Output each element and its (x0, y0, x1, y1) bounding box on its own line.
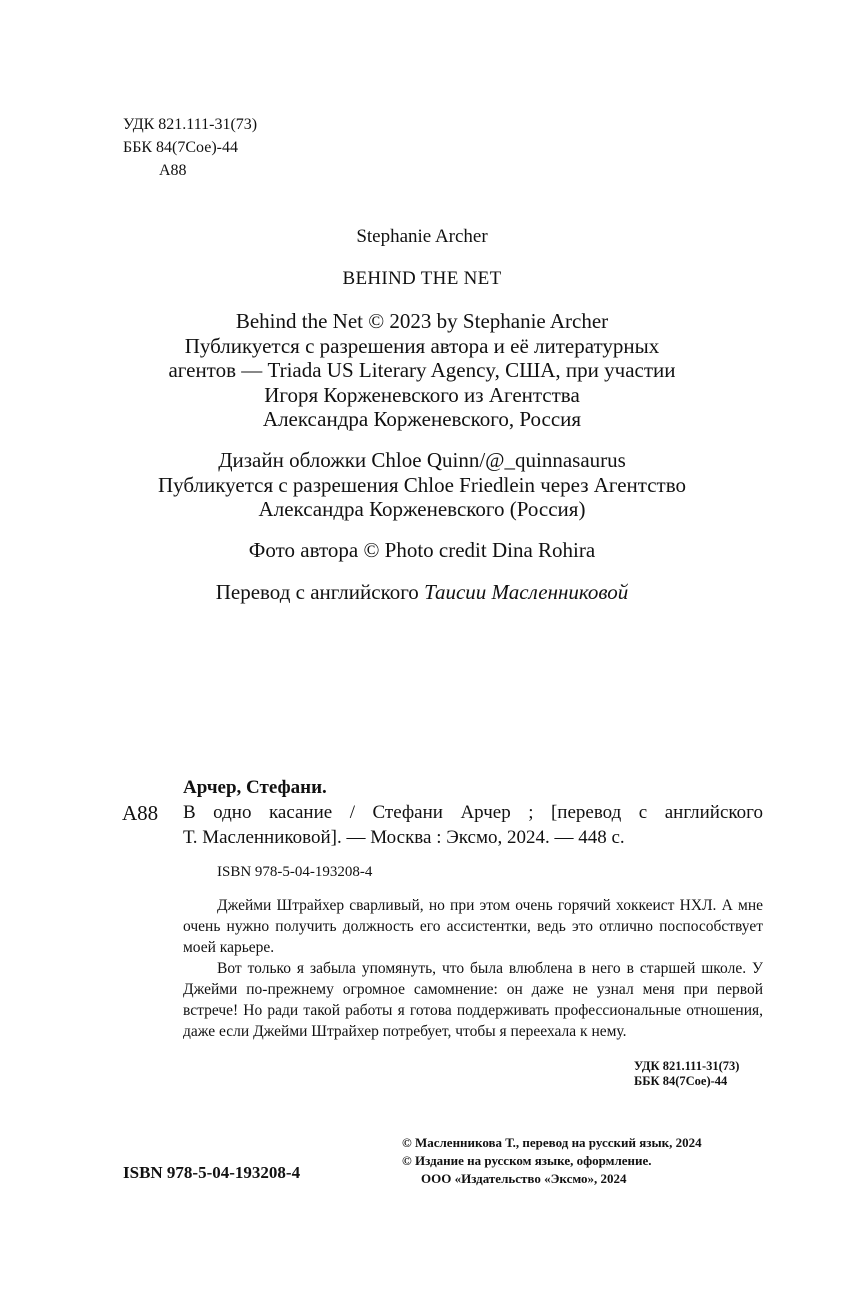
catalog-line-1: В одно касание / Стефани Арчер ; [перевод с английского (183, 802, 763, 823)
rights-line: Игоря Корженевского из Агентства (264, 382, 580, 407)
annotation-paragraph: Вот только я забыла упомянуть, что была влюблена в него в старшей школе. У Джейми по-прежнему огромное самомнение: он даже не узнал меня при первой встрече! Но ради такой работы я готова поддерживать профессиональные отношения, даже если Джейми Штрайхер потребует, чтобы я переехала к нему. (183, 960, 763, 1040)
classification-block (123, 113, 257, 182)
original-author: Stephanie Archer (356, 226, 488, 247)
catalog-author-heading: Арчер, Стефани. (183, 777, 327, 798)
rights-line: Александра Корженевского, Россия (262, 407, 582, 431)
rights-line: Публикуется с разрешения автора и её литературных (184, 333, 660, 358)
copyright-publisher: ООО «Издательство «Эксмо», 2024 (421, 1171, 627, 1186)
rights-line: агентов — Triada US Literary Agency, США, при участии (168, 358, 676, 382)
cover-line: Дизайн обложки Chloe Quinn/@_quinnasaurus (218, 448, 626, 472)
footer-bbk: ББК 84(7Сое)-44 (634, 1074, 728, 1088)
catalog-author-mark: А88 (122, 801, 159, 825)
cover-line: Публикуется с разрешения Chloe Friedlein через Агентство (157, 472, 686, 497)
footer-classification (634, 1059, 739, 1089)
footer-isbn: ISBN 978-5-04-193208-4 (123, 1163, 301, 1182)
author-mark: А88 (159, 162, 187, 179)
cover-design-paragraph (0, 448, 844, 522)
copyright-translation: © Масленникова Т., перевод на русский язык, 2024 (402, 1135, 702, 1150)
annotation (183, 895, 763, 1042)
translator-name: Таисии Масленниковой (424, 580, 629, 604)
catalog-isbn: ISBN 978-5-04-193208-4 (217, 864, 373, 880)
photo-credit: Фото автора © Photo credit Dina Rohira (248, 538, 596, 562)
rights-paragraph (0, 309, 844, 432)
footer-udk: УДК 821.111-31(73) (634, 1059, 740, 1073)
translation-prefix: Перевод с английского (215, 580, 419, 604)
translation-credit (0, 580, 844, 605)
rights-line: Behind the Net © 2023 by Stephanie Archer (235, 309, 609, 333)
copyright-block (402, 1134, 702, 1188)
copyright-edition: © Издание на русском языке, оформление. (402, 1153, 652, 1168)
bbk-code: ББК 84(7Сое)-44 (123, 139, 238, 156)
udk-code: УДК 821.111-31(73) (123, 116, 258, 133)
catalog-line-2: Т. Масленниковой]. — Москва : Эксмо, 2024. — 448 с. (183, 827, 625, 848)
original-title: BEHIND THE NET (342, 268, 502, 289)
annotation-paragraph: Джейми Штрайхер сварливый, но при этом очень горячий хоккеист НХЛ. А мне очень нужно получить должность его ассистентки, ведь это отлично поспособствует моей карьере. (183, 897, 763, 956)
cover-line: Александра Корженевского (Россия) (258, 497, 586, 521)
